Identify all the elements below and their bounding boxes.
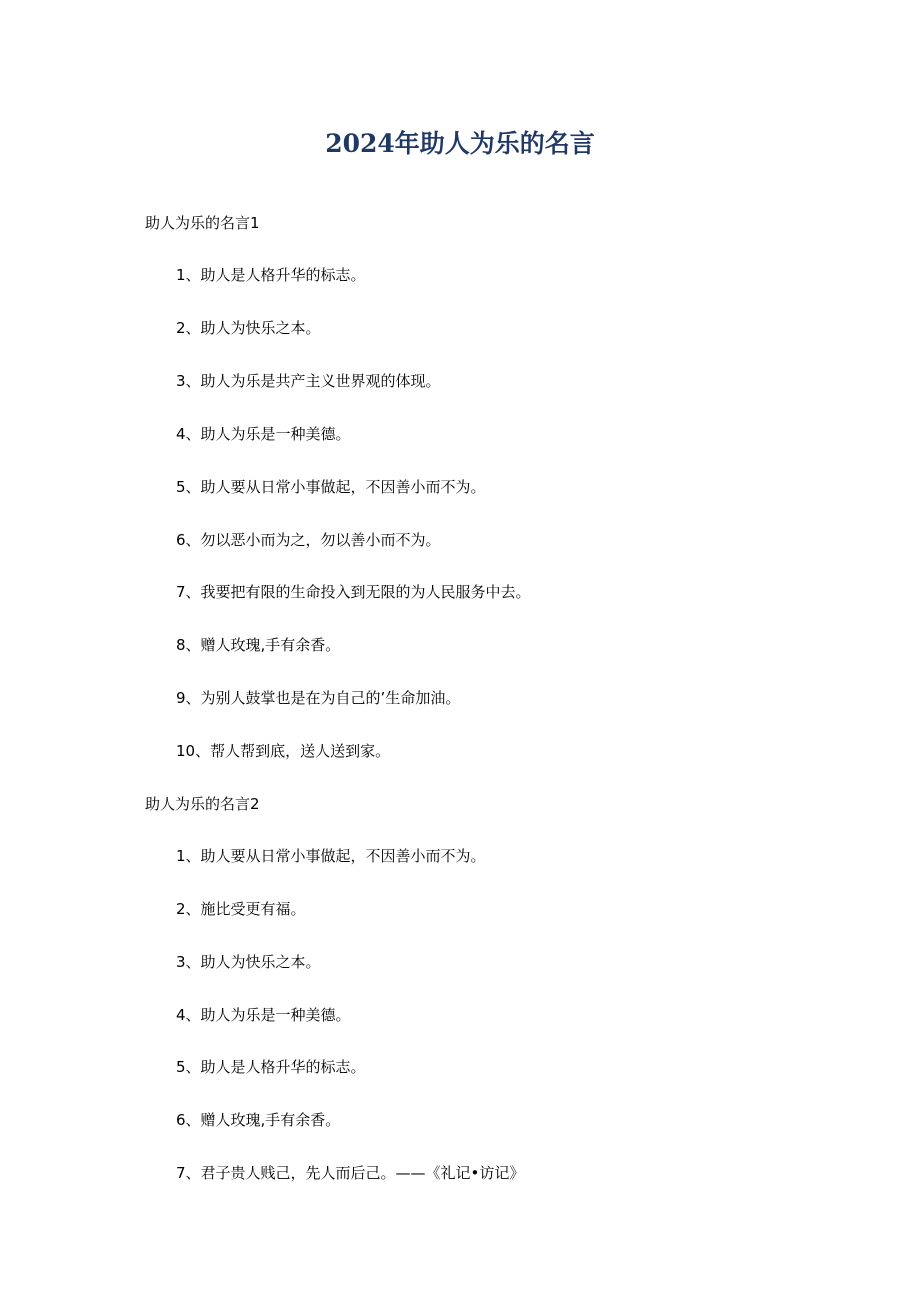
quote-item: 6、勿以恶小而为之，勿以善小而不为。 xyxy=(176,531,441,549)
quote-item: 3、助人为快乐之本。 xyxy=(176,953,321,971)
section-heading-1: 助人为乐的名言1 xyxy=(145,214,260,232)
document-title: 2024年助人为乐的名言 xyxy=(325,129,595,158)
quote-item: 9、为别人鼓掌也是在为自己的’生命加油。 xyxy=(176,689,461,707)
quote-item: 7、我要把有限的生命投入到无限的为人民服务中去。 xyxy=(176,583,531,601)
quote-item: 1、助人要从日常小事做起，不因善小而不为。 xyxy=(176,847,486,865)
quote-item: 5、助人是人格升华的标志。 xyxy=(176,1058,366,1076)
quote-item: 7、君子贵人贱己，先人而后己。——《礼记•访记》 xyxy=(176,1164,525,1182)
quote-item: 2、施比受更有福。 xyxy=(176,900,306,918)
quote-item: 4、助人为乐是一种美德。 xyxy=(176,425,351,443)
quote-item: 4、助人为乐是一种美德。 xyxy=(176,1006,351,1024)
quote-item: 1、助人是人格升华的标志。 xyxy=(176,266,366,284)
quote-item: 10、帮人帮到底，送人送到家。 xyxy=(176,742,391,760)
quote-item: 3、助人为乐是共产主义世界观的体现。 xyxy=(176,372,441,390)
section-heading-2: 助人为乐的名言2 xyxy=(145,795,260,813)
quote-item: 6、赠人玫瑰,手有余香。 xyxy=(176,1111,341,1129)
quote-item: 5、助人要从日常小事做起，不因善小而不为。 xyxy=(176,478,486,496)
quote-item: 2、助人为快乐之本。 xyxy=(176,319,321,337)
quote-item: 8、赠人玫瑰,手有余香。 xyxy=(176,636,341,654)
